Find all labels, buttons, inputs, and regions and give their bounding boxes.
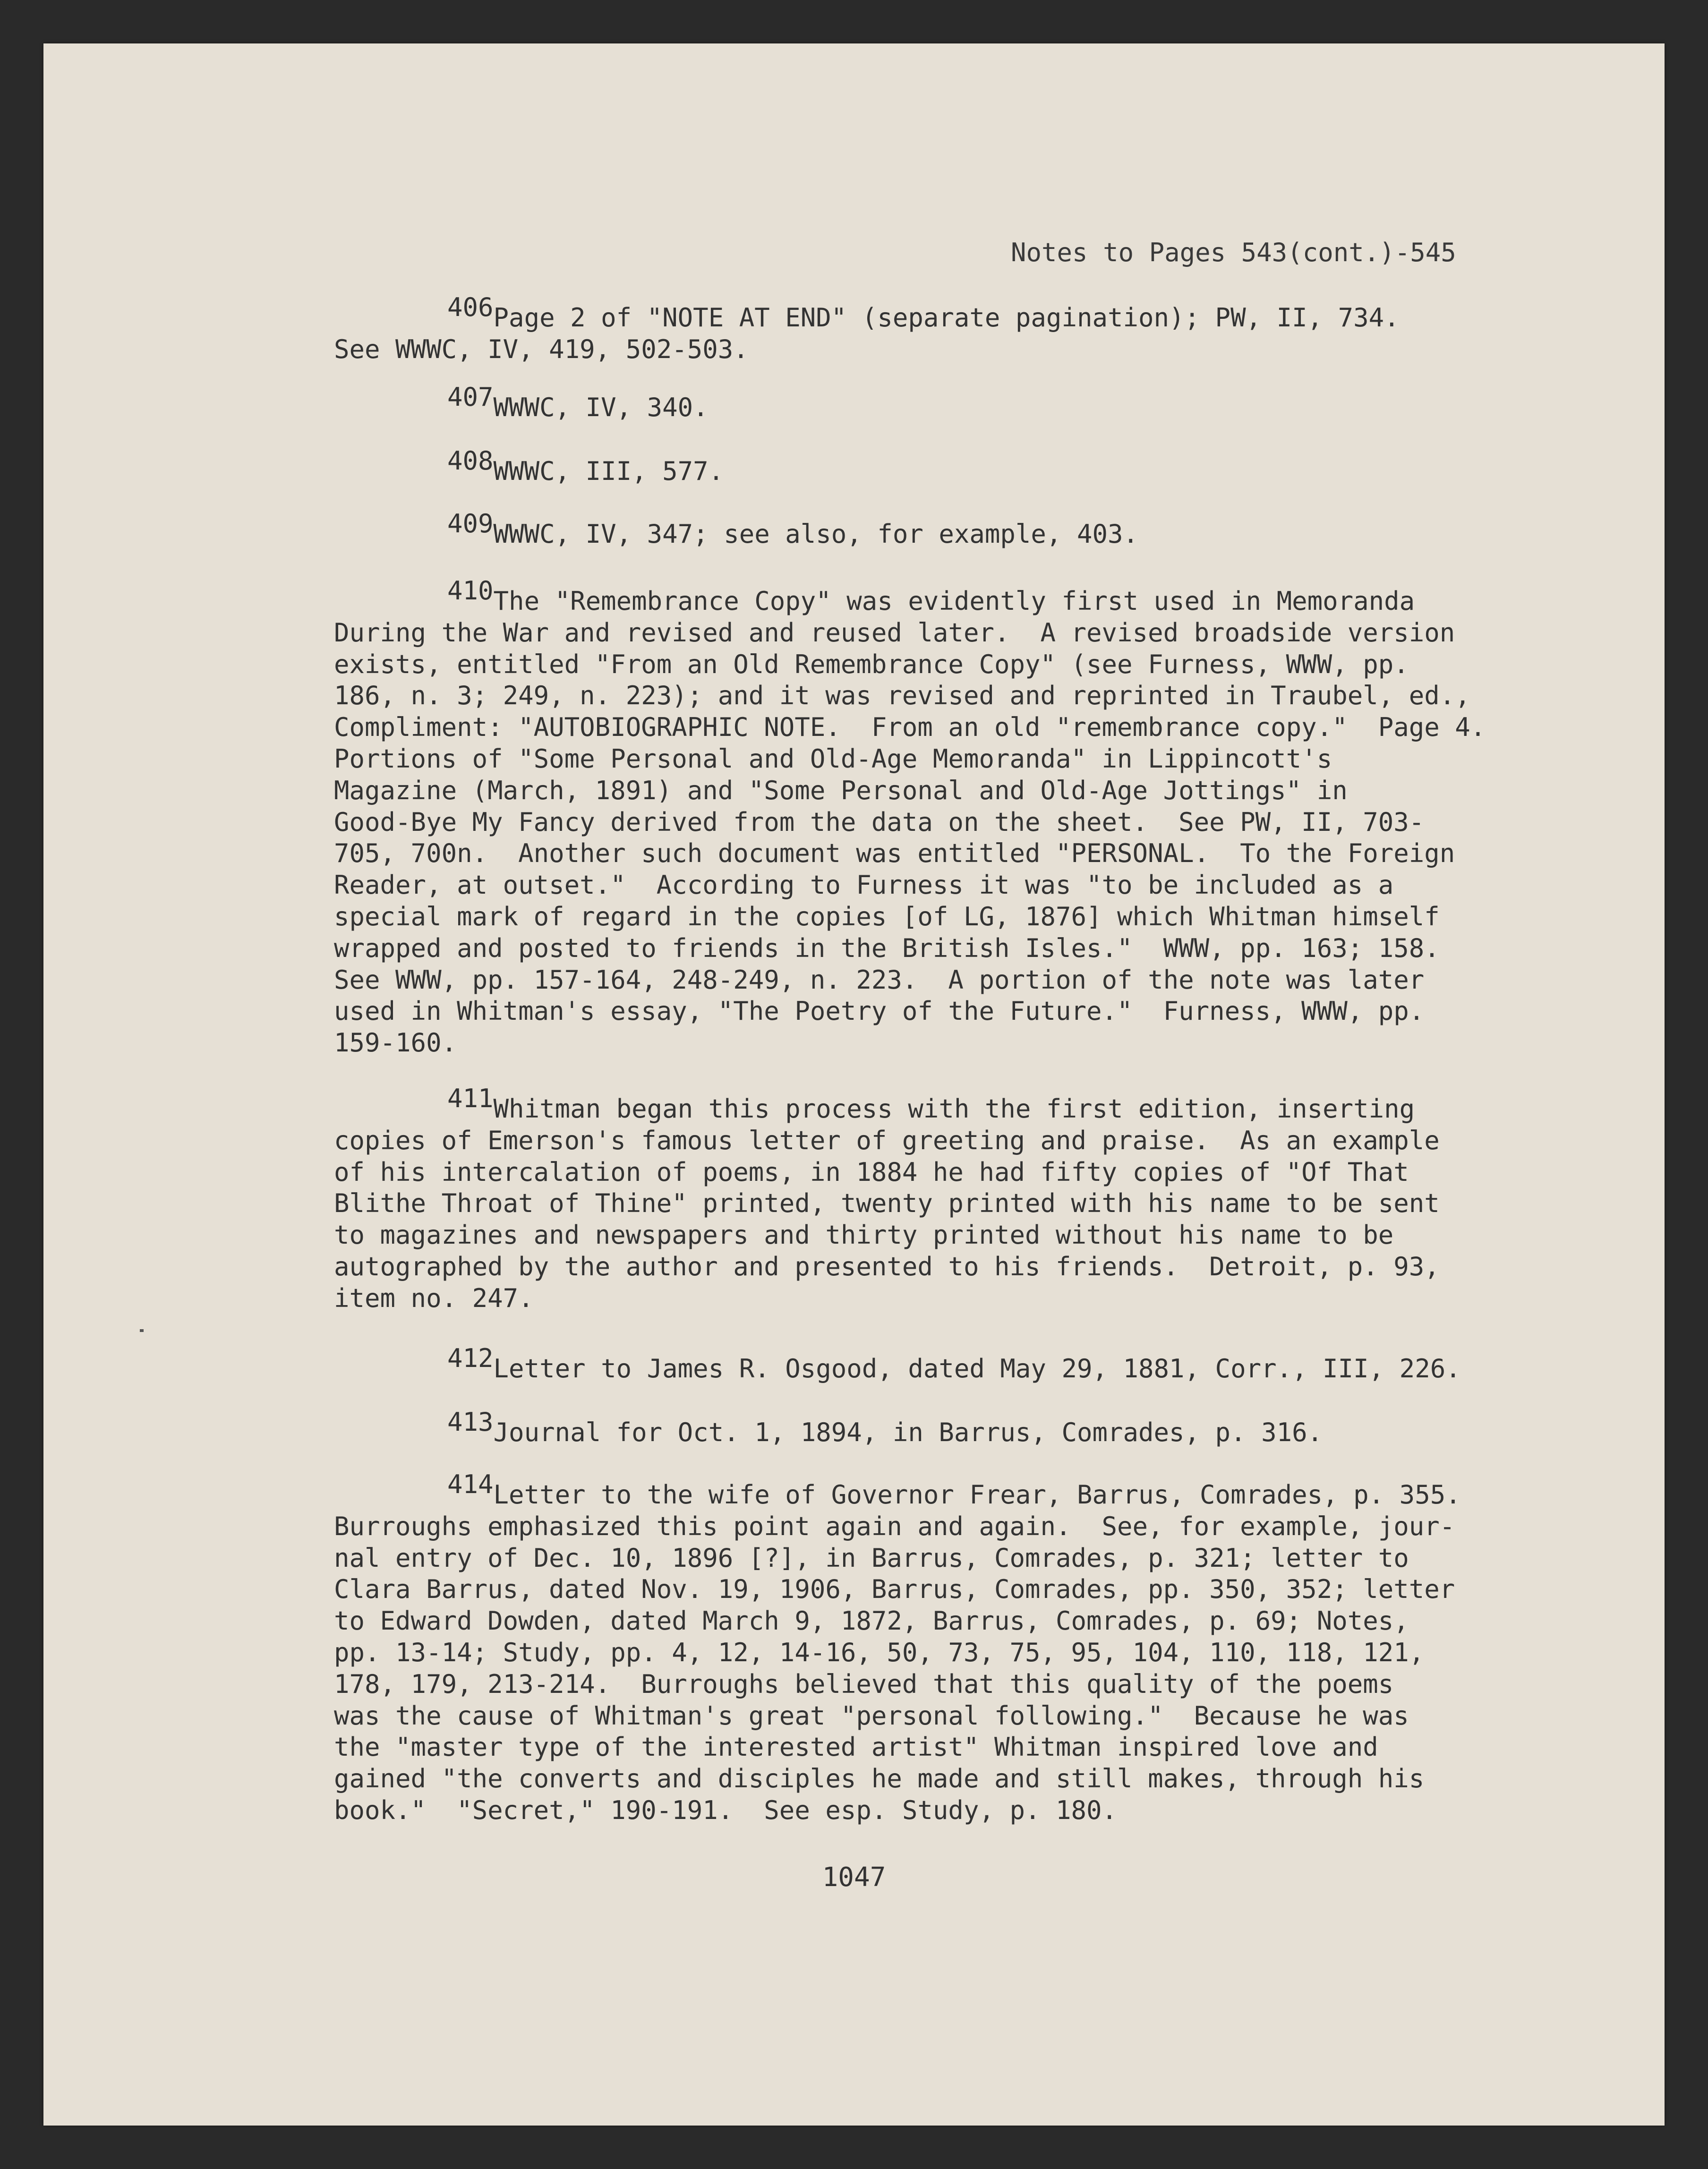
footnote-408 bbox=[334, 446, 1515, 487]
footnote-first-line bbox=[334, 576, 1515, 617]
footnote-line: pp. 13-14; Study, pp. 4, 12, 14-16, 50, 73, 75, 95, 104, 110, 118, 121, bbox=[334, 1637, 1425, 1667]
footnote-409 bbox=[334, 509, 1515, 550]
footnote-line: Compliment: "AUTOBIOGRAPHIC NOTE. From an old "remembrance copy." Page 4. bbox=[334, 712, 1486, 743]
footnote-text: Journal for Oct. 1, 1894, in Barrus, Comrades, p. 316. bbox=[493, 1418, 1323, 1447]
footnote-line: was the cause of Whitman's great "personal following." Because he was bbox=[334, 1700, 1409, 1731]
footnote-line: of his intercalation of poems, in 1884 he had fifty copies of "Of That bbox=[334, 1157, 1409, 1187]
footnote-line: nal entry of Dec. 10, 1896 [?], in Barrus, Comrades, p. 321; letter to bbox=[334, 1543, 1409, 1573]
footnote-first-line bbox=[334, 446, 1515, 487]
footnote-line: Magazine (March, 1891) and "Some Personal and Old-Age Jottings" in bbox=[334, 775, 1348, 805]
footnote-410 bbox=[334, 576, 1515, 1059]
footnote-line: See WWW, pp. 157-164, 248-249, n. 223. A portion of the note was later bbox=[334, 965, 1425, 995]
footnote-414 bbox=[334, 1469, 1515, 1827]
footnote-412 bbox=[334, 1343, 1515, 1385]
footnote-text: Page 2 of "NOTE AT END" (separate pagination); PW, II, 734. bbox=[493, 303, 1400, 333]
footnote-line: During the War and revised and reused later. A revised broadside version bbox=[334, 617, 1455, 648]
footnote-number: 414 bbox=[447, 1469, 494, 1499]
footnote-number: 412 bbox=[447, 1343, 494, 1373]
footnote-line: 705, 700n. Another such document was entitled "PERSONAL. To the Foreign bbox=[334, 838, 1455, 869]
footnote-text: WWWC, IV, 340. bbox=[493, 393, 709, 422]
footnote-line: to Edward Dowden, dated March 9, 1872, Barrus, Comrades, p. 69; Notes, bbox=[334, 1606, 1409, 1636]
footnote-406 bbox=[334, 292, 1515, 366]
footnote-line: Reader, at outset." According to Furness it was "to be included as a bbox=[334, 870, 1394, 900]
footnote-line: exists, entitled "From an Old Remembrance Copy" (see Furness, WWW, pp. bbox=[334, 649, 1409, 679]
footnote-line: the "master type of the interested artist" Whitman inspired love and bbox=[334, 1732, 1378, 1762]
footnote-line: wrapped and posted to friends in the British Isles." WWW, pp. 163; 158. bbox=[334, 933, 1440, 963]
footnote-line: gained "the converts and disciples he made and still makes, through his bbox=[334, 1764, 1425, 1794]
footnote-first-line bbox=[334, 1343, 1515, 1385]
footnote-first-line bbox=[334, 1469, 1515, 1511]
footnote-number: 410 bbox=[447, 576, 494, 606]
footnote-first-line bbox=[334, 509, 1515, 550]
footnote-line: item no. 247. bbox=[334, 1283, 534, 1313]
footnote-text: Letter to the wife of Governor Frear, Barrus, Comrades, p. 355. bbox=[493, 1480, 1461, 1510]
footnote-line: book." "Secret," 190-191. See esp. Study, p. 180. bbox=[334, 1795, 1118, 1825]
footnote-line: Good-Bye My Fancy derived from the data on the sheet. See PW, II, 703- bbox=[334, 807, 1425, 837]
footnote-number: 408 bbox=[447, 446, 494, 476]
footnote-first-line bbox=[334, 1084, 1515, 1125]
footnote-line: used in Whitman's essay, "The Poetry of the Future." Furness, WWW, pp. bbox=[334, 996, 1425, 1026]
footnote-line: 159-160. bbox=[334, 1028, 457, 1058]
running-header: Notes to Pages 543(cont.)-545 bbox=[1011, 238, 1456, 267]
page-number: 1047 bbox=[822, 1862, 886, 1893]
footnote-line: Clara Barrus, dated Nov. 19, 1906, Barrus, Comrades, pp. 350, 352; letter bbox=[334, 1574, 1455, 1605]
footnote-line: copies of Emerson's famous letter of greeting and praise. As an example bbox=[334, 1125, 1440, 1155]
footnote-407 bbox=[334, 382, 1515, 424]
footnote-number: 407 bbox=[447, 382, 494, 412]
footnote-line: special mark of regard in the copies [of LG, 1876] which Whitman himself bbox=[334, 901, 1440, 931]
footnote-line: Blithe Throat of Thine" printed, twenty printed with his name to be sent bbox=[334, 1188, 1440, 1219]
footnote-line: Portions of "Some Personal and Old-Age Memoranda" in Lippincott's bbox=[334, 743, 1332, 774]
footnote-text: The "Remembrance Copy" was evidently first used in Memoranda bbox=[493, 586, 1415, 616]
footnote-line: Burroughs emphasized this point again and again. See, for example, jour- bbox=[334, 1511, 1455, 1541]
footnote-first-line bbox=[334, 292, 1515, 334]
footnote-number: 411 bbox=[447, 1084, 494, 1113]
footnote-text: Letter to James R. Osgood, dated May 29, 1881, Corr., III, 226. bbox=[493, 1354, 1461, 1383]
footnote-number: 413 bbox=[447, 1407, 494, 1437]
footnote-text: WWWC, IV, 347; see also, for example, 403. bbox=[493, 519, 1138, 549]
footnote-text: WWWC, III, 577. bbox=[493, 456, 724, 486]
footnote-413 bbox=[334, 1407, 1515, 1449]
footnote-first-line bbox=[334, 382, 1515, 424]
footnote-number: 406 bbox=[447, 292, 494, 322]
footnote-first-line bbox=[334, 1407, 1515, 1449]
footnote-line: 178, 179, 213-214. Burroughs believed that this quality of the poems bbox=[334, 1669, 1394, 1699]
footnote-number: 409 bbox=[447, 509, 494, 538]
footnote-line: 186, n. 3; 249, n. 223); and it was revised and reprinted in Traubel, ed., bbox=[334, 681, 1470, 711]
footnote-text: Whitman began this process with the first edition, inserting bbox=[493, 1094, 1415, 1124]
scan-speck bbox=[140, 1329, 144, 1332]
footnote-411 bbox=[334, 1084, 1515, 1315]
footnote-line: See WWWC, IV, 419, 502-503. bbox=[334, 334, 749, 364]
footnote-line: autographed by the author and presented to his friends. Detroit, p. 93, bbox=[334, 1251, 1440, 1281]
footnote-line: to magazines and newspapers and thirty printed without his name to be bbox=[334, 1220, 1394, 1250]
